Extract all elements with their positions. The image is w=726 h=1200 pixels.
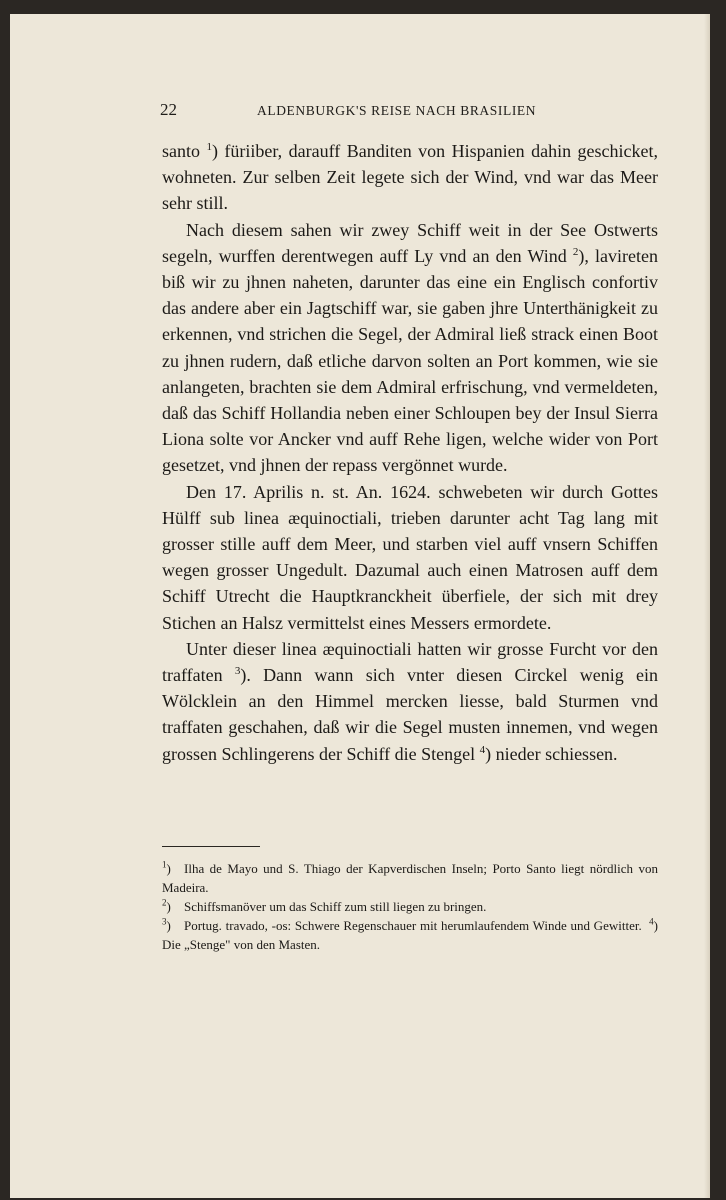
body-text bbox=[162, 138, 658, 767]
paragraph-3: Den 17. Aprilis n. st. An. 1624. schwebeten wir durch Gottes Hülff sub linea æquinoctiali, trieben darunter acht Tag lang mit grosser stille auff dem Meer, und starben viel auff vnsern Schiffen wegen grosser Ungedult. Dazumal auch einen Matrosen auff dem Schiff Utrecht die Hauptkranckheit überfiele, der sich mit drey Stichen an Halsz vermittelst eines Messers ermordete. bbox=[162, 481, 658, 633]
footnote-ref-4: 4 bbox=[479, 743, 486, 756]
footnote-4-mark: 4 bbox=[649, 916, 654, 927]
paragraph-4: Unter dieser linea æquinoctiali hatten wir grosse Furcht vor den traffaten $^3$). Dann wann sich vnter diesen Circkel wenig ein Wölcklein an den Himmel mercken liesse, bald Sturmen vnd traffaten geschahen, daß wir die Segel musten innemen, vnd wegen grossen Schlingerens der Schiff die Stengel $^4$) nieder schiessen. bbox=[162, 638, 658, 764]
footnote-ref-1: 1 bbox=[206, 141, 212, 153]
footnote-1: $^1$) Ilha de Mayo und S. Thiago der Kapverdischen Inseln; Porto Santo liegt nördlich von Madeira. bbox=[162, 859, 658, 895]
footnotes bbox=[162, 859, 658, 954]
paragraph-1: santo $^1$) füriiber, darauff Banditen von Hispanien dahin geschicket, wohneten. Zur selben Zeit legete sich der Wind, vnd war das Meer sehr still. bbox=[162, 141, 658, 214]
footnote-ref-2: 2 bbox=[572, 245, 579, 258]
page-number: 22 bbox=[160, 100, 177, 119]
footnote-3: $^3$) Portug. travado, -os: Schwere Regenschauer mit herumlaufendem Winde und Gewitter. $^4$) Die „Stenge" von den Masten. bbox=[162, 916, 659, 952]
running-title: ALDENBURGK'S REISE NACH BRASILIEN bbox=[257, 103, 537, 118]
footnote-ref-3: 3 bbox=[234, 665, 241, 678]
footnote-rule bbox=[162, 846, 260, 847]
page-edge bbox=[704, 14, 710, 1198]
footnote-4: Die „Stenge" von den Masten. bbox=[162, 937, 321, 952]
footnote-2: $^2$) Schiffsmanöver um das Schiff zum still liegen zu bringen. bbox=[162, 897, 487, 914]
paragraph-2: Nach diesem sahen wir zwey Schiff weit in der See Ostwerts segeln, wurffen derentwegen auff Ly vnd an den Wind $^2$), lavireten biß wir zu jhnen naheten, darunter das eine ein Englisch confortiv das andere aber ein Jagtschiff war, sie gaben jhre Unterthänigkeit zu erkennen, vnd strichen die Segel, der Admiral ließ strack einen Boot zu jhnen rudern, daß etliche darvon solten an Port kommen, wie sie anlangeten, brachten sie dem Admiral erfrischung, vnd vermeldeten, daß das Schiff Hollandia neben einer Schloupen bey der Insul Sierra Liona solte vor Ancker vnd auff Rehe ligen, welche wider von Port gesetzet, vnd jhnen der repass vergönnet wurde. bbox=[162, 219, 658, 476]
